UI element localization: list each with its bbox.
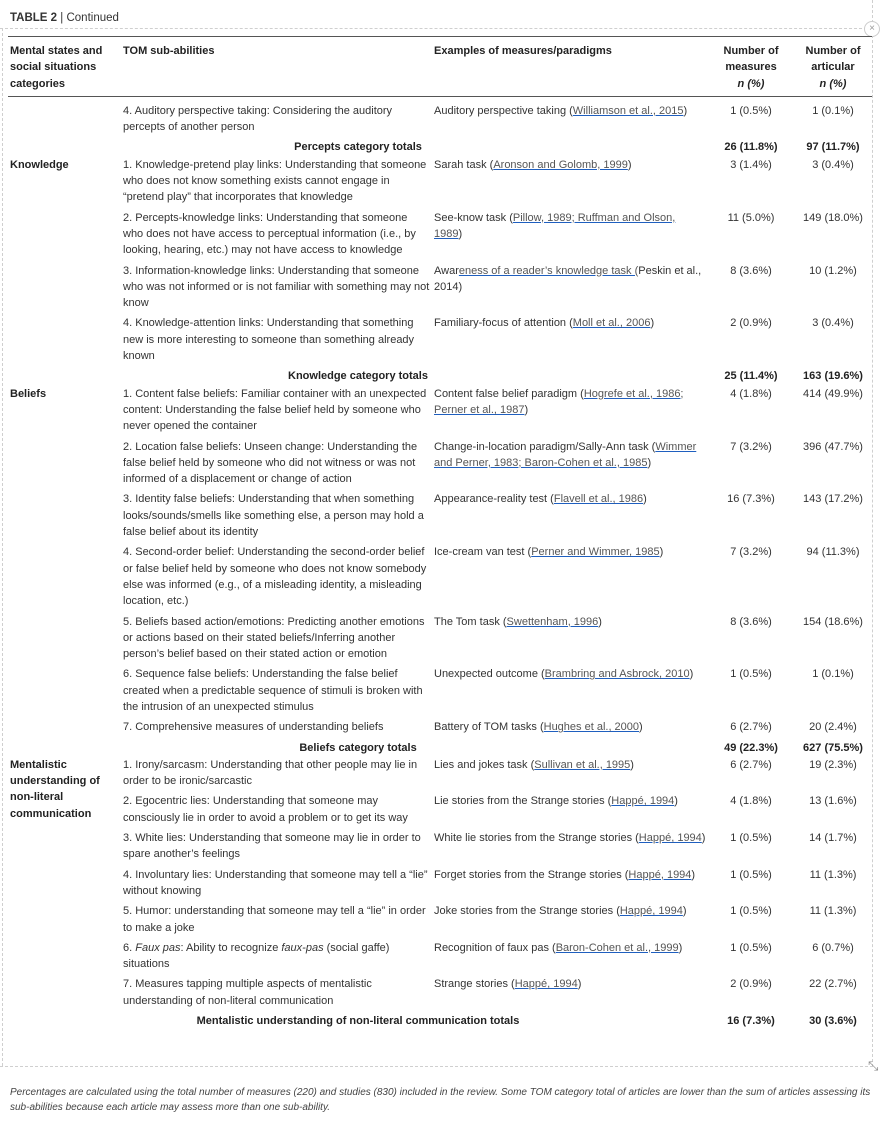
category-total-row [8, 368, 872, 385]
measure-text: Joke stories from the Strange stories ( [434, 905, 620, 918]
articles-count: 11 (1.3%) [809, 905, 857, 918]
measure-text-end: ) [683, 104, 688, 117]
sub-ability-cell: 4. Auditory perspective taking: Considering the auditory percepts of another person [123, 104, 393, 134]
measure-text: See-know task ( [434, 211, 513, 224]
measure-cell [432, 867, 708, 904]
sub-ability-cell: 1. Irony/sarcasm: Understanding that other people may lie in order to be ironic/sarcastic [123, 758, 418, 788]
measure-cell [432, 830, 708, 867]
category-cell: Mentalistic understanding of non-literal communication [10, 758, 100, 820]
measure-text-end: ) [701, 832, 706, 845]
measures-count: 7 (3.2%) [730, 546, 772, 559]
citation-link[interactable]: Happé, 1994 [514, 978, 578, 991]
table-label: TABLE 2 [10, 12, 58, 24]
table-row [8, 793, 872, 830]
measure-text: Auditory perspective taking ( [434, 104, 573, 117]
measures-count: 7 (3.2%) [730, 440, 772, 453]
measure-cell [432, 263, 708, 316]
sub-ability-text: : Ability to recognize [180, 941, 282, 954]
measure-text: Appearance-reality test ( [434, 493, 554, 506]
articles-count: 1 (0.1%) [812, 104, 854, 117]
measures-count: 1 (0.5%) [730, 868, 772, 881]
articles-count: 14 (1.7%) [809, 832, 857, 845]
citation-link[interactable]: Happé, 1994 [638, 832, 702, 845]
table-row [8, 157, 872, 210]
measure-text-end: ) [691, 868, 696, 881]
total-measures: 16 (7.3%) [727, 1015, 775, 1028]
category-cell: Beliefs [10, 387, 47, 400]
table-row [8, 666, 872, 719]
articles-count: 3 (0.4%) [812, 158, 854, 171]
measure-cell [432, 439, 708, 492]
total-measures: 49 (22.3%) [724, 741, 778, 754]
measure-cell [432, 903, 708, 940]
measure-text-end: ) [627, 158, 632, 171]
measure-text: The Tom task ( [434, 615, 507, 628]
header-measures-label: Number of measures [723, 45, 779, 74]
measures-count: 3 (1.4%) [730, 158, 772, 171]
measure-text: Recognition of faux pas ( [434, 941, 556, 954]
citation-link[interactable]: Happé, 1994 [619, 905, 683, 918]
caption-separator: | [57, 12, 67, 24]
table-row [8, 491, 872, 544]
measure-cell [432, 757, 708, 794]
measures-count: 1 (0.5%) [730, 668, 772, 681]
citation-link[interactable]: Hogrefe et al., 1986; Perner et al., 1987 [434, 387, 684, 416]
sub-ability-cell: 1. Content false beliefs: Familiar container with an unexpected content: Understanding the false belief held by someone who never opened the container [123, 387, 427, 433]
sub-ability-cell: 5. Humor: understanding that someone may tell a “lie” in order to make a joke [123, 905, 426, 934]
table-row [8, 315, 872, 368]
articles-count: 143 (17.2%) [803, 493, 863, 506]
total-articles: 30 (3.6%) [809, 1015, 857, 1028]
measure-text-end: ) [630, 758, 634, 771]
sub-ability-italic: Faux pas [135, 941, 181, 954]
measure-text: Ice-cream van test ( [434, 546, 532, 559]
table-caption [10, 12, 119, 24]
measure-text-end: ) [524, 403, 529, 416]
citation-link[interactable]: Williamson et al., 2015 [572, 104, 684, 117]
sub-ability-cell: 3. Information-knowledge links: Understanding that someone who was not informed or is not familiar with something may not know [123, 264, 430, 310]
measure-text: Familiary-focus of attention ( [434, 317, 573, 330]
measure-cell [432, 793, 708, 830]
close-icon[interactable]: × [864, 21, 880, 37]
total-measures: 26 (11.8%) [724, 141, 778, 154]
frame-left-border [2, 28, 3, 1066]
articles-count: 94 (11.3%) [806, 546, 860, 559]
sub-ability-text: 6. [123, 941, 136, 954]
total-label: Mentalistic understanding of non-literal communication totals [196, 1015, 520, 1028]
measure-text-end: ) [689, 668, 694, 681]
category-cell [8, 96, 121, 139]
measure-text: Lie stories from the Strange stories ( [434, 795, 612, 808]
table-row [8, 386, 872, 439]
header-number-of-articles [794, 37, 872, 97]
measure-cell [432, 386, 708, 439]
sub-ability-cell: 3. White lies: Understanding that someone may lie in order to spare another’s feelings [123, 832, 421, 861]
citation-link[interactable]: Pillow, 1989; Ruffman and Olson, 1989 [434, 211, 676, 240]
measure-text-end: ) [639, 721, 643, 734]
measure-cell [432, 315, 708, 368]
citation-link[interactable]: Baron-Cohen et al., 1999 [555, 941, 679, 954]
sub-ability-cell: 6. Sequence false beliefs: Understanding the false belief created when a predictable sequence of stimuli is broken with the intrusion of an unexpected stimulus [123, 668, 423, 713]
articles-count: 396 (47.7%) [803, 440, 863, 453]
measure-text-end: ) [643, 493, 647, 506]
measure-text-end: Peskin et al., 2014) [434, 264, 702, 293]
table-body [8, 96, 872, 1030]
measure-cell [432, 157, 708, 210]
caption-continued: Continued [66, 12, 119, 24]
measure-text: Unexpected outcome ( [434, 668, 545, 681]
measures-count: 1 (0.5%) [730, 832, 772, 845]
category-cell [8, 210, 121, 263]
table-row [8, 96, 872, 139]
header-measures-unit: n (%) [737, 77, 765, 90]
header-sub-abilities: TOM sub-abilities [121, 37, 432, 97]
citation-link[interactable]: Sullivan et al., 1995 [534, 758, 631, 771]
measure-text-end: ) [674, 795, 678, 808]
measure-cell [432, 976, 708, 1013]
articles-count: 3 (0.4%) [812, 317, 854, 330]
category-cell [8, 544, 121, 613]
measures-count: 6 (2.7%) [730, 758, 772, 771]
table-row [8, 439, 872, 492]
measure-text-end: ) [659, 546, 664, 559]
measures-count: 1 (0.5%) [730, 104, 772, 117]
category-total-row [8, 139, 872, 156]
category-cell [8, 719, 121, 739]
sub-ability-cell: 2. Location false beliefs: Unseen change: Understanding the false belief held by someone who did not witness or was not informed of a displacement or change of action [123, 440, 418, 486]
measures-count: 1 (0.5%) [730, 905, 772, 918]
table-row [8, 940, 872, 977]
total-articles: 163 (19.6%) [803, 370, 863, 383]
sub-ability-cell [121, 940, 432, 977]
measure-text: Sarah task ( [434, 158, 494, 171]
citation-link[interactable]: Perner and Wimmer, 1985 [531, 546, 660, 559]
measures-count: 2 (0.9%) [730, 978, 772, 991]
articles-count: 11 (1.3%) [809, 868, 857, 881]
measures-count: 8 (3.6%) [730, 615, 772, 628]
table-row [8, 210, 872, 263]
sub-ability-cell: 4. Knowledge-attention links: Understanding that something new is more interesting to someone than something already known [123, 317, 415, 363]
measure-cell [432, 719, 708, 739]
category-cell [8, 315, 121, 368]
table-row [8, 903, 872, 940]
measure-text-end: ) [650, 317, 655, 330]
table-row [8, 719, 872, 739]
measure-cell [432, 614, 708, 667]
measure-text: White lie stories from the Strange stories ( [434, 832, 639, 845]
measures-count: 4 (1.8%) [730, 387, 772, 400]
category-cell [8, 491, 121, 544]
total-measures: 25 (11.4%) [724, 370, 778, 383]
frame-top-border [0, 28, 872, 29]
sub-ability-italic: faux-pas [281, 941, 324, 954]
total-label: Percepts category totals [294, 141, 422, 154]
sub-ability-text: (social gaffe) situations [123, 941, 390, 971]
expand-icon[interactable]: ⤡ [868, 1058, 879, 1073]
table-row [8, 614, 872, 667]
articles-count: 414 (49.9%) [803, 387, 863, 400]
citation-link[interactable]: Swettenham, 1996 [506, 615, 599, 628]
measures-count: 8 (3.6%) [730, 264, 772, 277]
articles-count: 149 (18.0%) [803, 211, 863, 224]
sub-ability-cell: 7. Measures tapping multiple aspects of mentalistic understanding of non-literal communication [123, 978, 372, 1007]
measures-count: 2 (0.9%) [730, 317, 772, 330]
table-row [8, 867, 872, 904]
measure-cell [432, 210, 708, 263]
citation-link[interactable]: Flavell et al., 1986 [553, 493, 644, 506]
measure-text: Battery of TOM tasks ( [434, 721, 544, 734]
category-cell [8, 263, 121, 316]
articles-count: 1 (0.1%) [812, 668, 854, 681]
header-articles-label: Number of articular [805, 45, 861, 74]
articles-count: 6 (0.7%) [812, 941, 854, 954]
total-label: Beliefs category totals [299, 741, 417, 754]
sub-ability-cell: 1. Knowledge-pretend play links: Understanding that someone who does not know something exists cannot engage in “pretend play” that incorporates that knowledge [123, 158, 427, 204]
sub-ability-cell: 4. Involuntary lies: Understanding that someone may tell a “lie” without knowing [123, 868, 428, 897]
measures-count: 4 (1.8%) [730, 795, 772, 808]
header-measures-examples: Examples of measures/paradigms [432, 37, 708, 97]
category-total-row [8, 1013, 872, 1030]
table-header [8, 37, 872, 97]
measure-cell [432, 491, 708, 544]
measure-text-end: ) [647, 456, 652, 469]
measures-count: 1 (0.5%) [730, 941, 772, 954]
measure-text: Content false belief paradigm ( [434, 387, 584, 400]
header-categories: Mental states and social situations categories [8, 37, 121, 97]
sub-ability-cell: 2. Percepts-knowledge links: Understanding that someone who does not have access to perceptual information (i.e., by looking, hearing, etc.) may not have access to knowledge [123, 211, 416, 257]
citation-link[interactable]: Aronson and Golomb, 1999 [493, 158, 628, 171]
citation-link[interactable]: Happé, 1994 [611, 795, 675, 808]
sub-ability-cell: 3. Identity false beliefs: Understanding that when something looks/sounds/smells like something else, a person may hold a false belief about its identity [123, 493, 424, 539]
sub-ability-cell: 7. Comprehensive measures of understanding beliefs [123, 721, 384, 734]
measure-cell [432, 96, 708, 139]
table-row [8, 544, 872, 613]
measures-count: 16 (7.3%) [727, 493, 775, 506]
articles-count: 10 (1.2%) [809, 264, 857, 277]
measure-text: Change-in-location paradigm/Sally-Ann task ( [434, 440, 656, 453]
measure-text: Lies and jokes task ( [434, 758, 535, 771]
category-cell [8, 614, 121, 667]
measure-text: Awar [434, 264, 459, 277]
sub-ability-cell: 2. Egocentric lies: Understanding that someone may consciously lie in order to avoid a problem or to get its way [123, 795, 408, 824]
category-cell [8, 666, 121, 719]
measure-text-end: ) [598, 615, 602, 628]
citation-link[interactable]: Hughes et al., 2000 [543, 721, 640, 734]
total-articles: 627 (75.5%) [803, 741, 863, 754]
category-total-row [8, 740, 872, 757]
header-articles-unit: n (%) [819, 77, 847, 90]
articles-count: 20 (2.4%) [809, 721, 857, 734]
measure-cell [432, 544, 708, 613]
measure-text-end: ) [577, 978, 582, 991]
total-label: Knowledge category totals [288, 370, 428, 383]
table-row [8, 757, 872, 794]
citation-link[interactable]: Happé, 1994 [628, 868, 692, 881]
articles-count: 154 (18.6%) [803, 615, 863, 628]
citation-link[interactable]: Moll et al., 2006 [572, 317, 651, 330]
measure-cell [432, 940, 708, 977]
citation-link[interactable]: Brambring and Asbrock, 2010 [544, 668, 690, 681]
sub-ability-cell: 4. Second-order belief: Understanding the second-order belief or false belief held by someone who does not know somebody else was informed (e.g., of a misleading identity, a misleading location, etc.) [123, 546, 427, 608]
category-cell: Knowledge [10, 158, 69, 171]
measure-text: Strange stories ( [434, 978, 515, 991]
measures-count: 11 (5.0%) [727, 211, 775, 224]
category-cell [8, 439, 121, 492]
data-table [8, 36, 872, 1030]
citation-link[interactable]: Wimmer and Perner, 1983; Baron-Cohen et al., 1985 [434, 440, 697, 469]
citation-link[interactable]: eness of a reader’s knowledge task ( [458, 264, 639, 277]
table-row [8, 263, 872, 316]
table-footnote: Percentages are calculated using the total number of measures (220) and studies (830) included in the review. Some TOM category total of articles are lower than the sum of articles assessing its sub-abilities because each article may assess more than one sub-ability. [10, 1087, 871, 1113]
header-number-of-measures [708, 37, 794, 97]
total-articles: 97 (11.7%) [806, 141, 860, 154]
measure-cell [432, 666, 708, 719]
sub-ability-cell: 5. Beliefs based action/emotions: Predicting another emotions or actions based on their stated beliefs/Inferring another person’s belief based on their stated action or emotion [123, 615, 425, 661]
table-row [8, 976, 872, 1013]
measures-count: 6 (2.7%) [730, 721, 772, 734]
measure-text-end: ) [458, 227, 463, 240]
table-row [8, 830, 872, 867]
measure-text: Forget stories from the Strange stories ( [434, 868, 629, 881]
measure-text-end: ) [678, 941, 683, 954]
articles-count: 19 (2.3%) [809, 758, 857, 771]
measure-text-end: ) [682, 905, 687, 918]
articles-count: 13 (1.6%) [809, 795, 857, 808]
articles-count: 22 (2.7%) [809, 978, 857, 991]
